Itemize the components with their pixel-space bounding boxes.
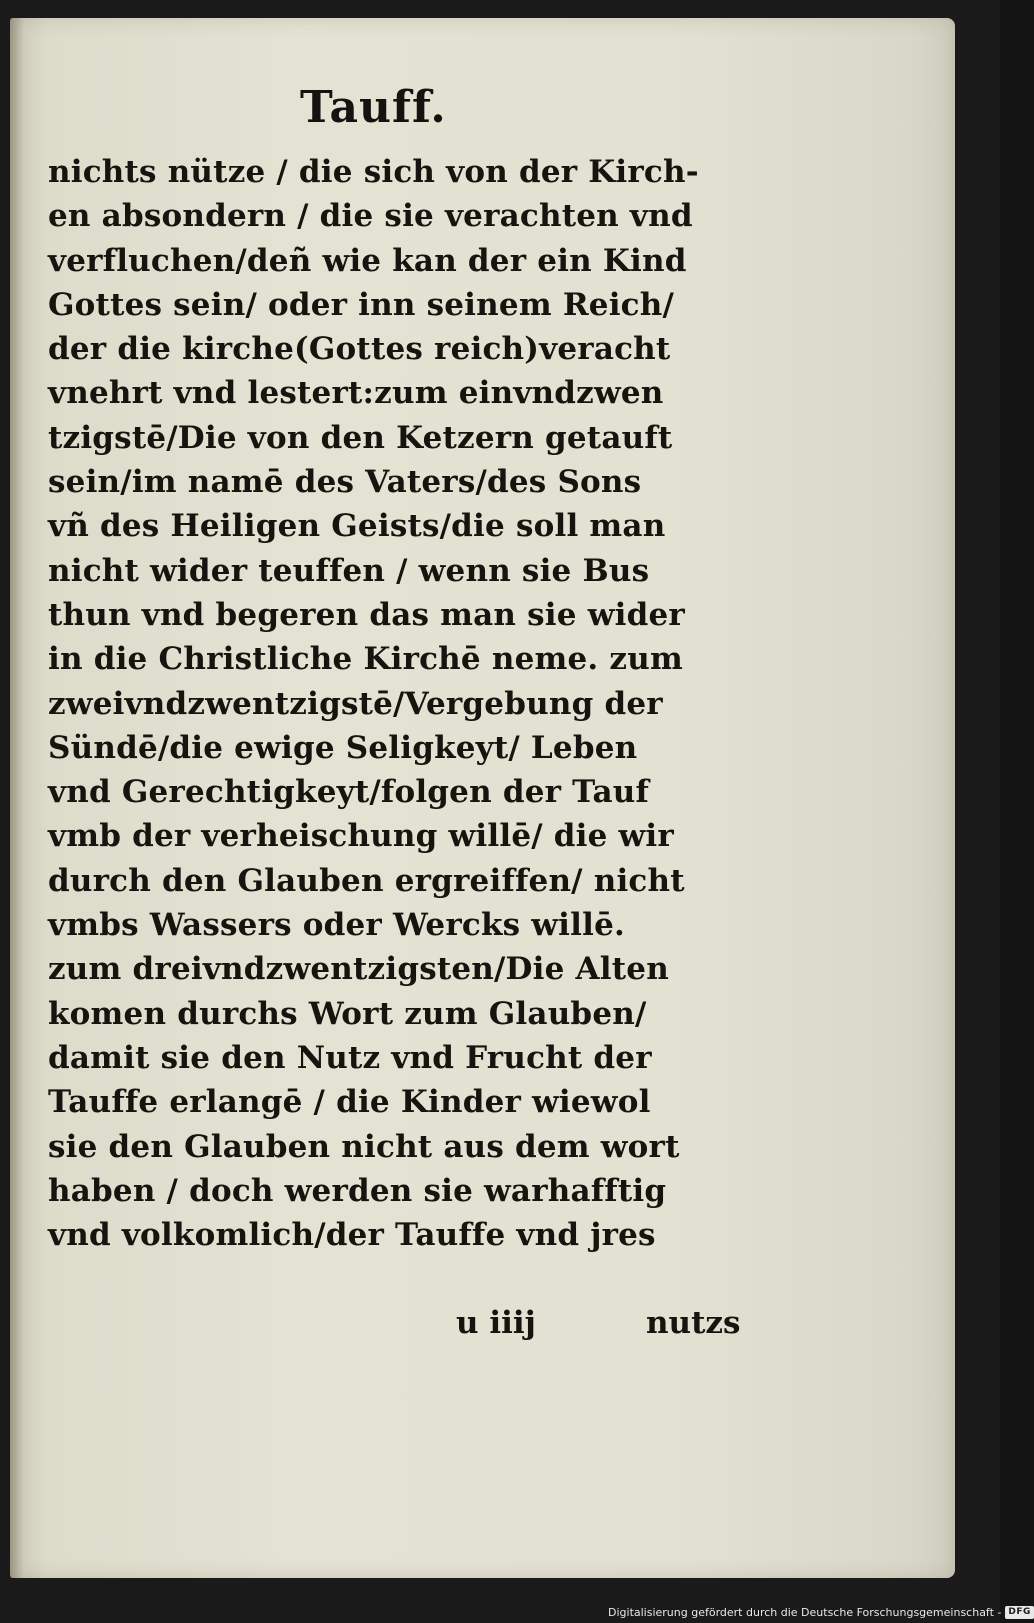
text-line: zweivndzwentzigstē/Vergebung der [48, 685, 663, 722]
text-line: Gottes sein/ oder inn seinem Reich/ [48, 286, 675, 323]
text-line: der die kirche(Gottes reich)veracht [48, 331, 671, 368]
text-line: tzigstē/Die von den Ketzern getauft [48, 419, 673, 456]
signature-mark: u iiij [456, 1305, 536, 1341]
text-line: haben / doch werden sie warhafftig [48, 1172, 667, 1209]
text-line: vmbs Wassers oder Wercks willē. [48, 907, 626, 944]
body-text [48, 150, 778, 1257]
text-line: nichts nütze / die sich von der Kirch- [48, 154, 699, 190]
text-line: vnd volkomlich/der Tauffe vnd jres [48, 1217, 656, 1254]
text-line: zum dreivndzwentzigsten/Die Alten [48, 951, 669, 988]
catchword: nutzs [646, 1305, 741, 1341]
text-line: vñ des Heiligen Geists/die soll man [48, 508, 666, 545]
running-head: Tauff. [300, 82, 447, 133]
text-line: Tauffe erlangē / die Kinder wiewol [48, 1084, 651, 1121]
text-line: sein/im namē des Vaters/des Sons [48, 464, 642, 501]
text-line: thun vnd begeren das man sie wider [48, 596, 685, 633]
digitization-credit [608, 1604, 1034, 1620]
page-footer [0, 1305, 1000, 1355]
text-line: vnd Gerechtigkeyt/folgen der Tauf [48, 774, 650, 811]
text-line: vmb der verheischung willē/ die wir [48, 818, 674, 855]
credit-text: Digitalisierung gefördert durch die Deutsche Forschungsgemeinschaft - [608, 1605, 1002, 1619]
text-line: Sündē/die ewige Seligkeyt/ Leben [48, 729, 638, 766]
text-line: nicht wider teuffen / wenn sie Bus [48, 552, 650, 589]
text-line: verfluchen/deñ wie kan der ein Kind [48, 242, 687, 279]
text-line: en absondern / die sie verachten vnd [48, 198, 693, 235]
text-line: komen durchs Wort zum Glauben/ [48, 995, 647, 1032]
text-line: vnehrt vnd lestert:zum einvndzwen [48, 375, 664, 412]
text-line: sie den Glauben nicht aus dem wort [48, 1128, 680, 1165]
text-line: durch den Glauben ergreiffen/ nicht [48, 862, 685, 899]
text-line: in die Christliche Kirchē neme. zum [48, 641, 683, 678]
text-line: damit sie den Nutz vnd Frucht der [48, 1039, 652, 1076]
dfg-logo: DFG [1005, 1606, 1034, 1619]
